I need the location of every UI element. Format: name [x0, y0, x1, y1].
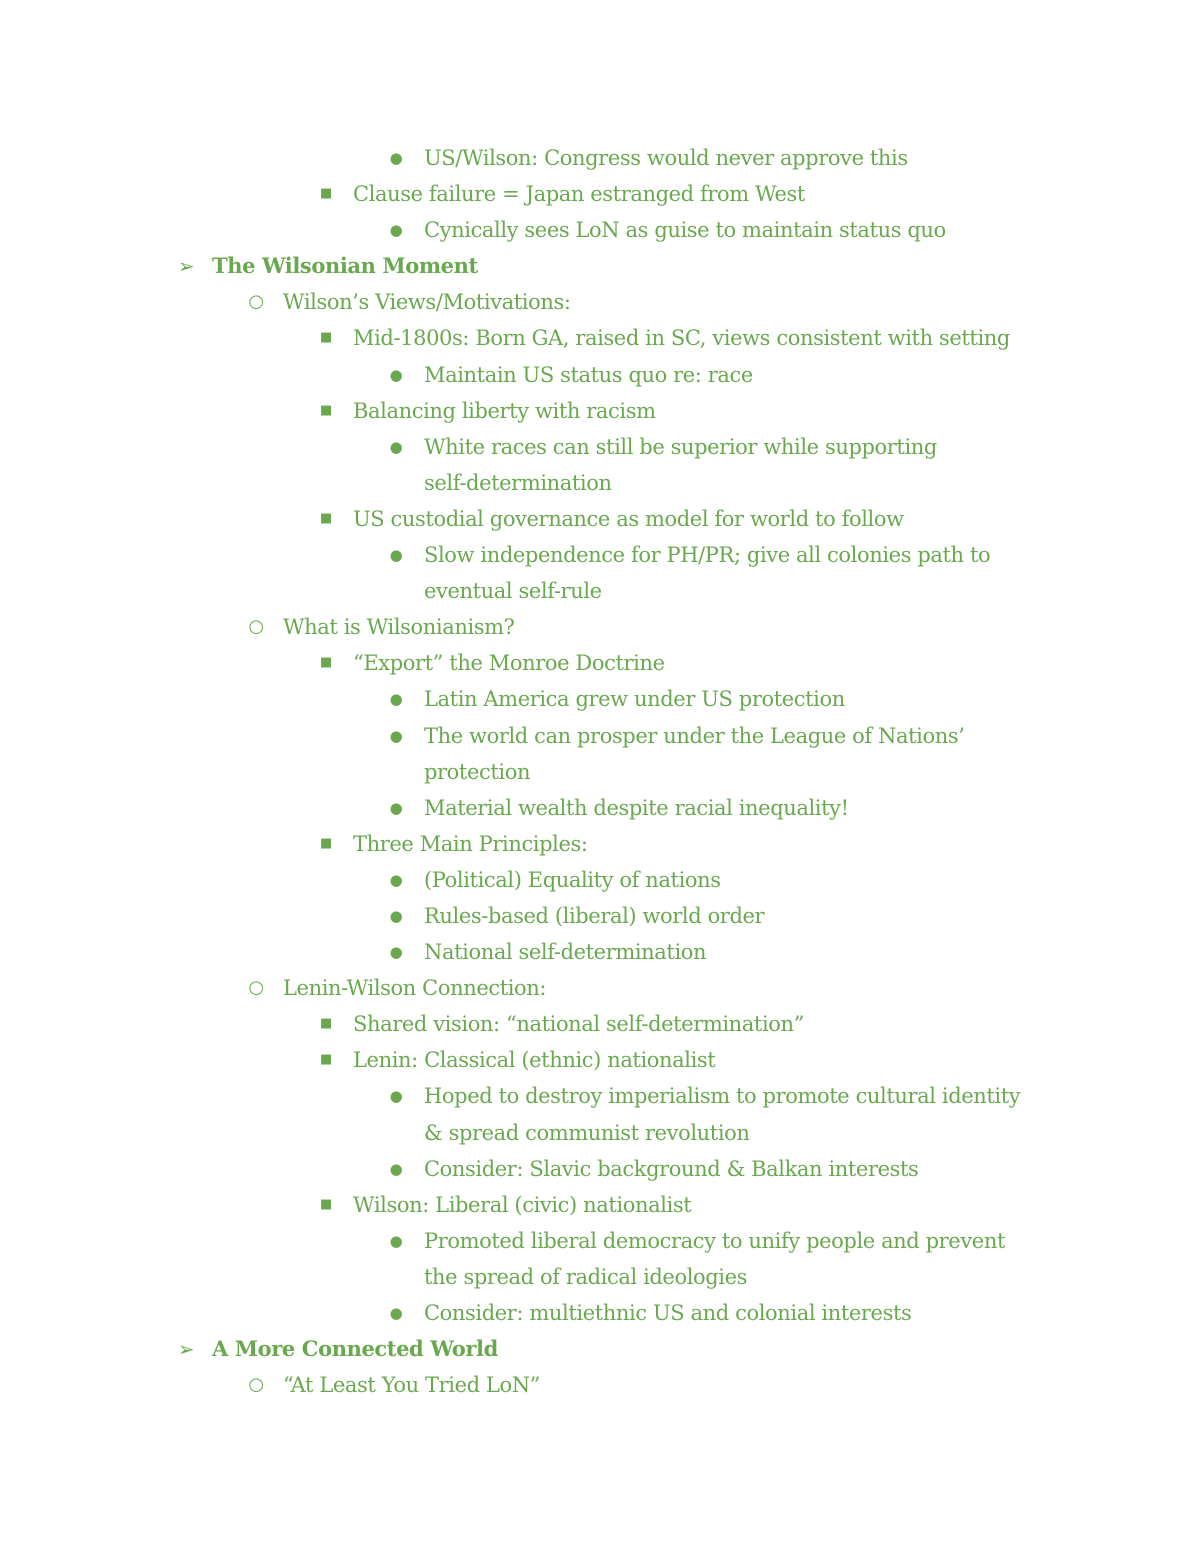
subtopic-item-text: “At Least You Tried LoN” [283, 1373, 541, 1398]
continuation-line-text: & spread communist revolution [424, 1120, 750, 1145]
point-item-text: Mid-1800s: Born GA, raised in SC, views consistent with setting [353, 326, 1010, 351]
detail-item [0, 862, 1200, 898]
point-item [0, 501, 1200, 537]
point-item [0, 826, 1200, 862]
dot-bullet-icon: ● [389, 365, 403, 384]
point-item [0, 1187, 1200, 1223]
detail-item-text: (Political) Equality of nations [424, 867, 721, 892]
point-item [0, 1042, 1200, 1078]
continuation-line-text: the spread of radical ideologies [424, 1264, 748, 1289]
dot-bullet-icon: ● [389, 798, 403, 817]
detail-item [0, 898, 1200, 934]
point-item-text: Shared vision: “national self-determination” [353, 1012, 804, 1037]
detail-item [0, 681, 1200, 717]
continuation-line [0, 1259, 1200, 1295]
detail-item-text: The world can prosper under the League of Nations’ [424, 723, 965, 748]
square-bullet-icon: ■ [320, 510, 332, 526]
detail-item-text: Hoped to destroy imperialism to promote cultural identity [424, 1084, 1021, 1109]
arrow-bullet-icon: ➢ [177, 1337, 195, 1362]
point-item-text: “Export” the Monroe Doctrine [353, 651, 665, 676]
detail-item [0, 357, 1200, 393]
point-item [0, 320, 1200, 356]
detail-item [0, 718, 1200, 754]
circle-bullet-icon: ○ [248, 616, 264, 638]
square-bullet-icon: ■ [320, 330, 332, 346]
dot-bullet-icon: ● [389, 1159, 403, 1178]
subtopic-item-text: Lenin-Wilson Connection: [283, 976, 547, 1001]
subtopic-item [0, 970, 1200, 1006]
continuation-line-text: self-determination [424, 470, 612, 495]
detail-item-text: Slow independence for PH/PR; give all colonies path to [424, 543, 991, 568]
continuation-line-text: protection [424, 759, 531, 784]
dot-bullet-icon: ● [389, 906, 403, 925]
dot-bullet-icon: ● [389, 726, 403, 745]
detail-item-text: Rules-based (liberal) world order [424, 903, 765, 928]
circle-bullet-icon: ○ [248, 1374, 264, 1396]
square-bullet-icon: ■ [320, 402, 332, 418]
point-item-text: Three Main Principles: [353, 831, 588, 856]
detail-item-text: Latin America grew under US protection [424, 687, 845, 712]
square-bullet-icon: ■ [320, 835, 332, 851]
detail-item-text: Material wealth despite racial inequality! [424, 795, 849, 820]
subtopic-item-text: What is Wilsonianism? [283, 615, 515, 640]
circle-bullet-icon: ○ [248, 291, 264, 313]
dot-bullet-icon: ● [389, 546, 403, 565]
detail-item [0, 1078, 1200, 1114]
arrow-bullet-icon: ➢ [177, 254, 195, 279]
detail-item [0, 140, 1200, 176]
subtopic-item [0, 609, 1200, 645]
point-item [0, 176, 1200, 212]
notes-outline [0, 140, 1200, 1403]
detail-item [0, 212, 1200, 248]
detail-item-text: Consider: multiethnic US and colonial interests [424, 1301, 912, 1325]
continuation-line-text: eventual self-rule [424, 579, 602, 604]
continuation-line [0, 465, 1200, 501]
dot-bullet-icon: ● [389, 221, 403, 240]
point-item [0, 645, 1200, 681]
point-item [0, 1006, 1200, 1042]
detail-item [0, 1295, 1200, 1331]
detail-item [0, 1151, 1200, 1187]
section-heading [0, 248, 1200, 284]
subtopic-item-text: Wilson’s Views/Motivations: [283, 290, 571, 315]
point-item [0, 393, 1200, 429]
detail-item [0, 537, 1200, 573]
dot-bullet-icon: ● [389, 1087, 403, 1106]
subtopic-item [0, 284, 1200, 320]
dot-bullet-icon: ● [389, 943, 403, 962]
subtopic-item [0, 1367, 1200, 1403]
dot-bullet-icon: ● [389, 1231, 403, 1250]
point-item-text: Lenin: Classical (ethnic) nationalist [353, 1048, 716, 1073]
dot-bullet-icon: ● [389, 690, 403, 709]
square-bullet-icon: ■ [320, 1196, 332, 1212]
square-bullet-icon: ■ [320, 1016, 332, 1032]
section-heading-text: The Wilsonian Moment [212, 253, 478, 279]
detail-item [0, 790, 1200, 826]
square-bullet-icon: ■ [320, 186, 332, 202]
dot-bullet-icon: ● [389, 870, 403, 889]
detail-item-text: US/Wilson: Congress would never approve this [424, 146, 908, 170]
detail-item [0, 934, 1200, 970]
detail-item-text: White races can still be superior while supporting [424, 434, 937, 459]
square-bullet-icon: ■ [320, 655, 332, 671]
point-item-text: Balancing liberty with racism [353, 398, 656, 423]
point-item-text: US custodial governance as model for world to follow [353, 506, 904, 531]
detail-item-text: Cynically sees LoN as guise to maintain status quo [424, 218, 946, 243]
detail-item [0, 429, 1200, 465]
continuation-line [0, 1115, 1200, 1151]
dot-bullet-icon: ● [389, 149, 403, 167]
point-item-text: Clause failure = Japan estranged from West [353, 182, 805, 207]
square-bullet-icon: ■ [320, 1052, 332, 1068]
continuation-line [0, 754, 1200, 790]
detail-item-text: National self-determination [424, 940, 707, 965]
section-heading-text: A More Connected World [212, 1336, 498, 1362]
dot-bullet-icon: ● [389, 1304, 403, 1322]
detail-item-text: Promoted liberal democracy to unify people and prevent [424, 1228, 1005, 1253]
detail-item-text: Maintain US status quo re: race [424, 362, 753, 387]
point-item-text: Wilson: Liberal (civic) nationalist [353, 1192, 692, 1217]
dot-bullet-icon: ● [389, 437, 403, 456]
detail-item-text: Consider: Slavic background & Balkan interests [424, 1156, 919, 1181]
continuation-line [0, 573, 1200, 609]
detail-item [0, 1223, 1200, 1259]
section-heading [0, 1331, 1200, 1367]
circle-bullet-icon: ○ [248, 977, 264, 999]
